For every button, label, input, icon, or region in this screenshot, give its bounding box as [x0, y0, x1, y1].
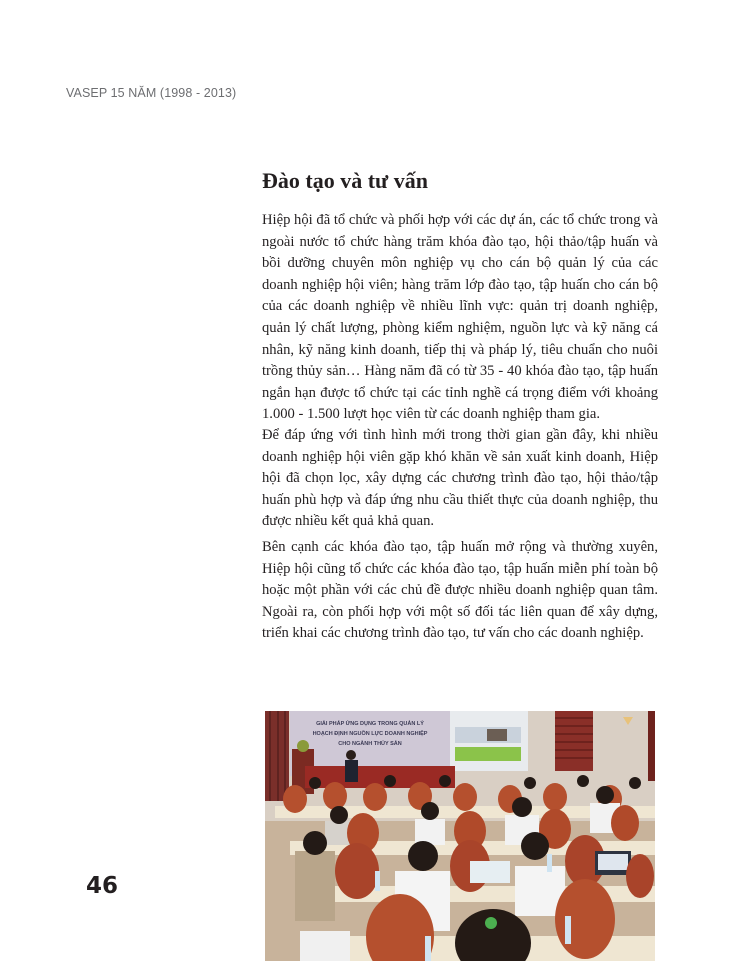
- conference-photo-illustration: [265, 711, 655, 961]
- page-number: 46: [86, 873, 119, 899]
- running-header: VASEP 15 NĂM (1998 - 2013): [66, 86, 237, 100]
- svg-text:HOẠCH ĐỊNH NGUỒN LỰC DOANH NGH: HOẠCH ĐỊNH NGUỒN LỰC DOANH NGHIỆP: [312, 731, 428, 737]
- svg-text:GIẢI PHÁP ỨNG DỤNG TRONG QUẢN: GIẢI PHÁP ỨNG DỤNG TRONG QUẢN LÝ: [316, 721, 424, 727]
- paragraph-2: Để đáp ứng với tình hình mới trong thời gian gần đây, khi nhiều doanh nghiệp hội viên gặp khó khăn về sản xuất kinh doanh, Hiệp hội đã chọn lọc, xây dựng các chương trình đào tạo, hội thảo/tập huấn phù hợp và đáp ứng nhu cầu thiết thực của doanh nghiệp, thu được nhiều kết quả khả quan.: [262, 427, 658, 530]
- conference-photo: [265, 711, 655, 961]
- paragraph-1: Hiệp hội đã tổ chức và phối hợp với các dự án, các tổ chức trong và ngoài nước tổ chức hàng trăm khóa đào tạo, hội thảo/tập huấn và bồi dưỡng chuyên môn nghiệp vụ cho cán bộ quản lý của các doanh nghiệp hội viên; hàng trăm lớp đào tạo, tập huấn cho cán bộ của các doanh nghiệp về nhiều lĩnh vực: quản trị doanh nghiệp, quản lý chất lượng, phòng kiểm nghiệm, nguồn lực và kỹ năng cá nhân, kỹ năng kinh doanh, tiếp thị và pháp lý, tiêu chuẩn cho nuôi trồng thủy sản… Hàng năm đã có từ 35 - 40 khóa đào tạo, tập huấn ngắn hạn được tổ chức tại các tỉnh nghề cá trọng điểm với khoảng 1.000 - 1.500 lượt học viên từ các doanh nghiệp tham gia.: [262, 212, 658, 423]
- svg-text:CHO NGÀNH THỦY SẢN: CHO NGÀNH THỦY SẢN: [338, 741, 402, 747]
- paragraph-3: Bên cạnh các khóa đào tạo, tập huấn mở rộng và thường xuyên, Hiệp hội cũng tổ chức các khóa đào tạo, tập huấn miễn phí toàn bộ hoặc một phần với các chủ đề được nhiều doanh nghiệp quan tâm. Ngoài ra, còn phối hợp với một số đối tác liên quan để xây dựng, triển khai các chương trình đào tạo, tư vấn cho các doanh nghiệp.: [262, 539, 658, 642]
- section-title: Đào tạo và tư vấn: [262, 168, 428, 193]
